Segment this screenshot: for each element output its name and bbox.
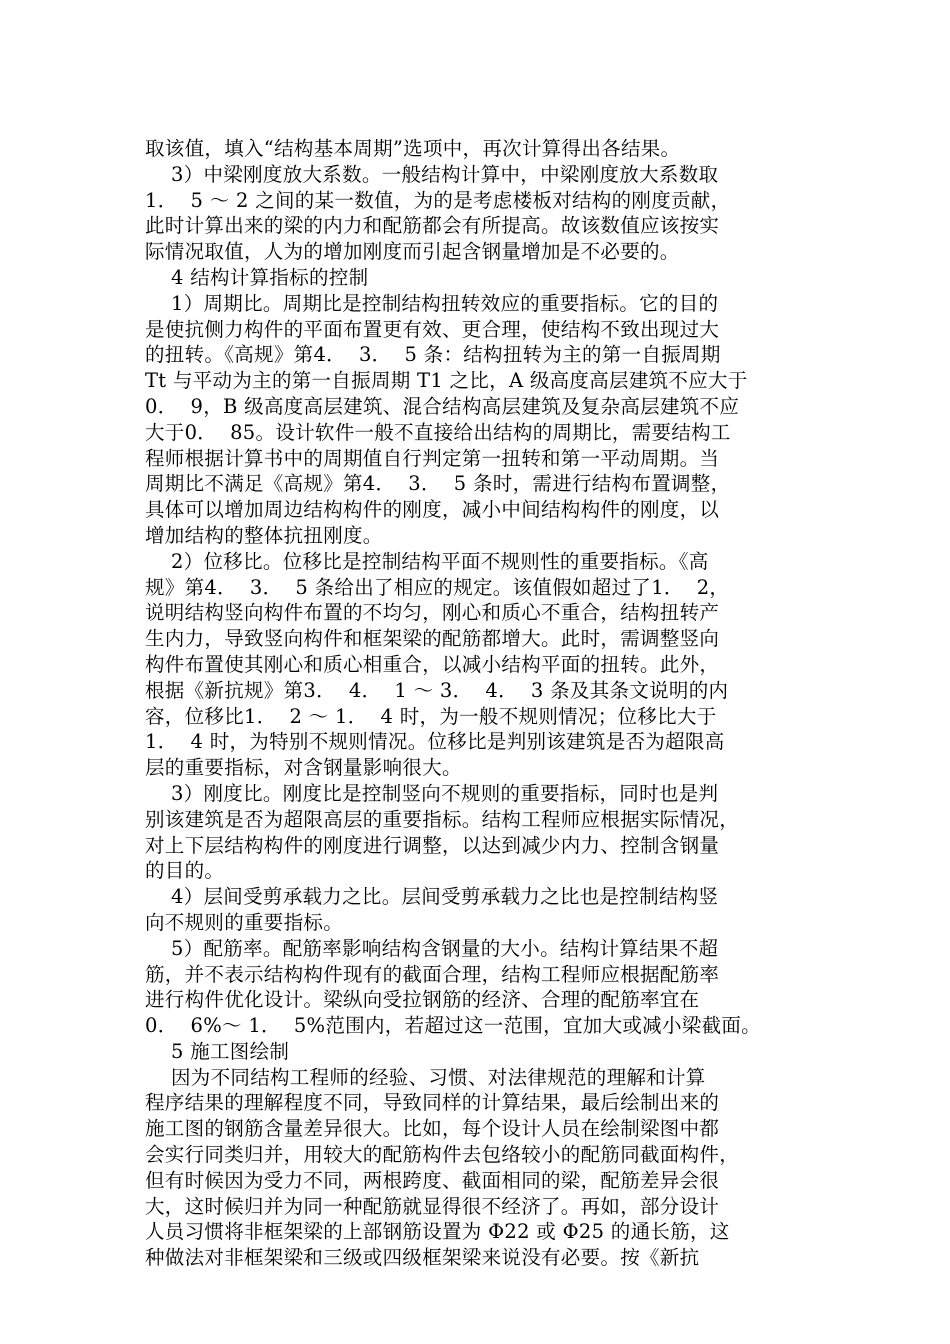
text-line: 人员习惯将非框架梁的上部钢筋设置为 Φ22 或 Φ25 的通长筋，这 <box>145 1220 730 1244</box>
text-line: 但有时候因为受力不同，两根跨度、截面相同的梁，配筋差异会很 <box>145 1168 720 1192</box>
text-line: Tt 与平动为主的第一自振周期 T1 之比，A 级高度高层建筑不应大于 <box>145 369 748 393</box>
text-line: 筋，并不表示结构构件现有的截面合理，结构工程师应根据配筋率 <box>145 962 720 986</box>
text-line: 此时计算出来的梁的内力和配筋都会有所提高。故该数值应该按实 <box>145 214 720 238</box>
text-line: 2）位移比。位移比是控制结构平面不规则性的重要指标。《高 <box>145 549 709 573</box>
text-line: 说明结构竖向构件布置的不均匀，刚心和质心不重合，结构扭转产 <box>145 601 720 625</box>
text-line: 层的重要指标，对含钢量影响很大。 <box>145 756 462 780</box>
text-line: 会实行同类归并，用较大的配筋构件去包络较小的配筋同截面构件， <box>145 1143 740 1167</box>
text-line: 对上下层结构构件的刚度进行调整，以达到减少内力、控制含钢量 <box>145 833 720 857</box>
text-line: 种做法对非框架梁和三级或四级框架梁来说没有必要。按《新抗 <box>145 1246 700 1270</box>
text-line: 大于0． 85。设计软件一般不直接给出结构的周期比，需要结构工 <box>145 420 731 444</box>
text-line: 0． 9，B 级高度高层建筑、混合结构高层建筑及复杂高层建筑不应 <box>145 394 740 418</box>
text-line: 0． 6%～ 1． 5%范围内，若超过这一范围，宜加大或减小梁截面。 <box>145 1014 761 1038</box>
text-line: 1）周期比。周期比是控制结构扭转效应的重要指标。它的目的 <box>145 291 719 315</box>
text-line: 4）层间受剪承载力之比。层间受剪承载力之比也是控制结构竖 <box>145 885 719 909</box>
text-line: 是使抗侧力构件的平面布置更有效、更合理，使结构不致出现过大 <box>145 317 720 341</box>
text-line: 别该建筑是否为超限高层的重要指标。结构工程师应根据实际情况， <box>145 807 740 831</box>
text-line: 周期比不满足《高规》第4． 3． 5 条时，需进行结构布置调整， <box>145 472 731 496</box>
text-line: 的目的。 <box>145 859 225 883</box>
section-heading: 4 结构计算指标的控制 <box>145 265 369 289</box>
text-line: 生内力，导致竖向构件和框架梁的配筋都增大。此时，需调整竖向 <box>145 627 720 651</box>
text-line: 1． 5 ～ 2 之间的某一数值，为的是考虑楼板对结构的刚度贡献， <box>145 188 731 212</box>
text-line: 增加结构的整体抗扭刚度。 <box>145 523 383 547</box>
document-body <box>145 136 805 1271</box>
text-line: 5）配筋率。配筋率影响结构含钢量的大小。结构计算结果不超 <box>145 936 719 960</box>
text-line: 施工图的钢筋含量差异很大。比如，每个设计人员在绘制梁图中都 <box>145 1117 720 1141</box>
text-line: 的扭转。《高规》第4． 3． 5 条：结构扭转为主的第一自振周期 <box>145 343 721 367</box>
text-line: 规》第4． 3． 5 条给出了相应的规定。该值假如超过了1． 2， <box>145 575 730 599</box>
text-line: 程序结果的理解程度不同，导致同样的计算结果，最后绘制出来的 <box>145 1091 720 1115</box>
text-line: 具体可以增加周边结构构件的刚度，减小中间结构构件的刚度，以 <box>145 498 720 522</box>
text-line: 构件布置使其刚心和质心相重合，以减小结构平面的扭转。此外， <box>145 652 720 676</box>
text-line: 容，位移比1． 2 ～ 1． 4 时，为一般不规则情况；位移比大于 <box>145 704 717 728</box>
text-line: 进行构件优化设计。梁纵向受拉钢筋的经济、合理的配筋率宜在 <box>145 988 700 1012</box>
text-line: 3）中梁刚度放大系数。一般结构计算中，中梁刚度放大系数取 <box>145 162 719 186</box>
text-line: 大，这时候归并为同一种配筋就显得很不经济了。再如，部分设计 <box>145 1194 720 1218</box>
text-line: 因为不同结构工程师的经验、习惯、对法律规范的理解和计算 <box>145 1065 706 1089</box>
text-line: 程师根据计算书中的周期值自行判定第一扭转和第一平动周期。当 <box>145 446 720 470</box>
text-line: 根据《新抗规》第3． 4． 1 ～ 3． 4． 3 条及其条文说明的内 <box>145 678 729 702</box>
text-line: 3）刚度比。刚度比是控制竖向不规则的重要指标，同时也是判 <box>145 781 719 805</box>
text-line: 际情况取值，人为的增加刚度而引起含钢量增加是不必要的。 <box>145 240 680 264</box>
text-line: 取该值，填入“结构基本周期”选项中，再次计算得出各结果。 <box>145 137 681 160</box>
text-line: 向不规则的重要指标。 <box>145 910 344 934</box>
text-line: 1． 4 时，为特别不规则情况。位移比是判别该建筑是否为超限高 <box>145 730 725 754</box>
section-heading: 5 施工图绘制 <box>145 1039 290 1063</box>
